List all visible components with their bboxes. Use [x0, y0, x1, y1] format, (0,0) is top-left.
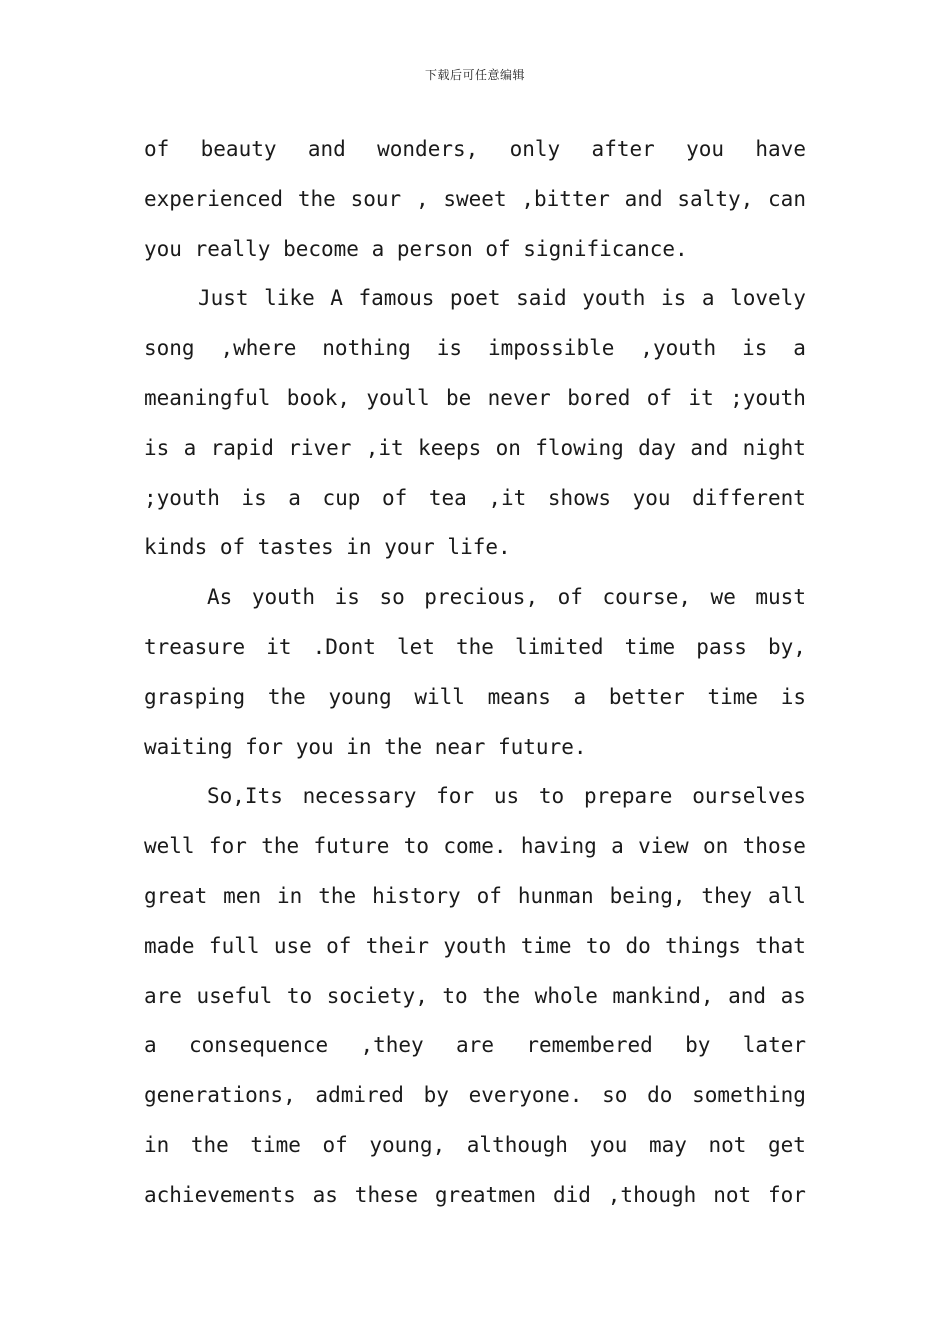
word: treasure: [144, 634, 246, 659]
word: admired: [315, 1083, 404, 1108]
word: ,where: [220, 336, 297, 361]
word: ,youth: [640, 336, 717, 361]
word: youth: [443, 933, 507, 958]
word: sweet: [443, 186, 507, 211]
word: ourselves: [692, 784, 806, 809]
word: men: [223, 883, 262, 908]
word: only: [509, 137, 561, 161]
text-line: [144, 175, 806, 225]
word: never: [487, 385, 551, 410]
word: time: [250, 1132, 301, 1157]
text-line: [144, 772, 806, 822]
word: whole: [534, 983, 598, 1008]
word: song: [144, 336, 195, 361]
text-line: [144, 424, 806, 474]
text-line: [144, 1071, 806, 1121]
word: must: [755, 585, 806, 610]
word: to: [585, 933, 612, 958]
word: is: [144, 435, 170, 460]
word: have: [755, 137, 806, 161]
word: those: [742, 834, 806, 859]
word: can: [768, 186, 806, 211]
word: for: [768, 1182, 806, 1207]
word: to: [403, 834, 429, 859]
word: on: [703, 834, 729, 859]
word: course,: [602, 585, 691, 610]
text-line: [144, 1021, 806, 1071]
word: is: [780, 684, 806, 709]
word: they: [701, 883, 752, 908]
word: bored: [567, 385, 631, 410]
word: history: [372, 883, 461, 908]
text-line: kinds of tastes in your life.: [144, 535, 511, 560]
word: their: [365, 933, 429, 958]
text-line: [144, 623, 806, 673]
word: is: [660, 286, 687, 311]
word: of: [382, 485, 408, 510]
word: and: [728, 983, 767, 1008]
word: a: [183, 435, 197, 460]
word: time: [707, 684, 759, 709]
word: things: [665, 933, 741, 958]
word: we: [710, 585, 736, 610]
text-line: [144, 274, 806, 324]
word: let: [396, 634, 435, 659]
word: precious,: [424, 585, 539, 610]
word: society,: [326, 983, 428, 1008]
word: pass: [696, 634, 747, 659]
word: of: [322, 1132, 348, 1157]
word: of: [646, 385, 673, 410]
word: is: [742, 336, 768, 361]
word: great: [144, 883, 208, 908]
word: beauty: [200, 137, 277, 161]
word: consequence: [189, 1033, 329, 1058]
word: to: [442, 983, 468, 1008]
word: do: [625, 933, 651, 958]
word: later: [742, 1033, 806, 1058]
word: to: [286, 983, 313, 1008]
word: by: [423, 1083, 449, 1108]
word: you: [632, 485, 671, 510]
word: ,though: [607, 1182, 697, 1207]
word: greatmen: [434, 1182, 537, 1207]
word: youth: [582, 286, 646, 311]
word: in: [144, 1132, 170, 1157]
text-line: [144, 573, 806, 623]
word: like: [264, 286, 315, 311]
word: may: [649, 1132, 687, 1157]
word: use: [273, 933, 312, 958]
page-header: 下载后可任意编辑: [424, 68, 525, 82]
word: did: [552, 1182, 591, 1207]
text-line: [144, 673, 806, 723]
word: cup: [322, 485, 361, 510]
word: of: [326, 933, 352, 958]
word: the: [482, 983, 521, 1008]
word: wonders,: [377, 137, 479, 161]
word: are: [144, 983, 182, 1008]
word: youll: [366, 385, 430, 410]
word: is: [436, 336, 463, 361]
word: As: [207, 585, 233, 610]
word: impossible: [487, 336, 615, 361]
word: and: [624, 186, 663, 211]
word: being,: [609, 883, 686, 908]
word: it: [266, 634, 292, 659]
word: ,bitter: [521, 186, 610, 211]
word: by,: [767, 634, 806, 659]
word: prepare: [583, 784, 673, 809]
word: view: [638, 834, 689, 859]
word: all: [767, 883, 806, 908]
word: the: [261, 834, 300, 859]
word: come.: [443, 834, 507, 859]
word: mankind,: [612, 983, 714, 1008]
word: and: [307, 137, 346, 161]
text-line: [144, 474, 806, 524]
word: keeps: [418, 435, 482, 460]
word: shows: [547, 485, 612, 510]
word: it: [688, 385, 714, 410]
word: having: [520, 834, 597, 859]
word: as: [312, 1182, 338, 1207]
word: after: [591, 137, 655, 161]
text-line: [144, 374, 806, 424]
text-line: [144, 1121, 806, 1171]
word: to: [538, 784, 565, 809]
word: that: [755, 933, 806, 958]
word: So,Its: [207, 784, 283, 809]
word: night: [742, 435, 806, 460]
word: is: [241, 485, 267, 510]
word: youth: [251, 585, 316, 610]
word: ;youth: [144, 485, 220, 510]
word: young,: [369, 1132, 446, 1157]
word: salty,: [677, 186, 754, 211]
word: better: [608, 684, 685, 709]
word: a: [144, 1033, 157, 1058]
word: ,it: [488, 485, 527, 510]
word: get: [768, 1132, 806, 1157]
text-line: [144, 872, 806, 922]
word: time: [520, 933, 572, 958]
word: for: [436, 784, 475, 809]
word: limited: [515, 634, 604, 659]
word: the: [318, 883, 357, 908]
word: you: [589, 1132, 628, 1157]
text-line: waiting for you in the near future.: [144, 734, 587, 759]
word: you: [686, 137, 725, 161]
word: tea: [428, 485, 467, 510]
word: different: [692, 485, 806, 510]
word: useful: [196, 983, 273, 1008]
word: means: [487, 684, 551, 709]
word: A: [330, 286, 343, 311]
word: day: [638, 435, 677, 460]
word: well: [144, 834, 195, 859]
text-line: [144, 324, 806, 374]
word: generations,: [144, 1083, 296, 1108]
word: will: [414, 684, 465, 709]
word: not: [713, 1182, 752, 1207]
word: do: [647, 1083, 673, 1108]
word: be: [445, 385, 472, 410]
word: is: [334, 585, 360, 610]
word: full: [208, 933, 260, 958]
word: ,: [415, 186, 429, 211]
word: a: [793, 336, 806, 361]
word: said: [516, 286, 567, 311]
word: sour: [350, 186, 402, 211]
word: made: [144, 933, 195, 958]
word: of: [144, 137, 170, 161]
word: these: [354, 1182, 419, 1207]
word: ,they: [360, 1033, 424, 1058]
word: everyone.: [468, 1083, 583, 1108]
word: the: [267, 684, 306, 709]
word: for: [208, 834, 247, 859]
word: lovely: [730, 286, 806, 311]
word: so: [602, 1083, 628, 1108]
document-body: [144, 125, 806, 1221]
text-line: [144, 922, 806, 972]
word: meaningful: [144, 385, 271, 410]
word: and: [690, 435, 729, 460]
word: of: [476, 883, 502, 908]
word: nothing: [322, 336, 411, 361]
word: book,: [286, 385, 351, 410]
word: a: [701, 286, 715, 311]
word: remembered: [526, 1033, 653, 1058]
word: flowing: [535, 435, 624, 460]
word: Just: [198, 286, 249, 311]
word: although: [466, 1132, 568, 1157]
word: achievements: [144, 1182, 296, 1207]
word: river: [288, 435, 352, 460]
word: so: [379, 585, 405, 610]
word: the: [297, 186, 336, 211]
word: something: [692, 1083, 806, 1108]
word: necessary: [302, 784, 417, 809]
word: hunman: [517, 883, 594, 908]
word: not: [708, 1132, 747, 1157]
text-line: [144, 822, 806, 872]
word: of: [557, 585, 583, 610]
word: the: [455, 634, 494, 659]
text-line: [144, 1171, 806, 1221]
word: ;youth: [730, 385, 806, 410]
word: famous: [358, 286, 435, 311]
word: in: [277, 883, 303, 908]
word: .Dont: [312, 634, 376, 659]
word: ,it: [365, 435, 404, 460]
word: poet: [449, 286, 501, 311]
word: by: [685, 1033, 711, 1058]
word: young: [328, 684, 392, 709]
word: grasping: [144, 684, 246, 709]
word: are: [456, 1033, 494, 1058]
word: experienced: [144, 186, 284, 211]
word: rapid: [210, 435, 274, 460]
word: a: [288, 485, 301, 510]
word: future: [313, 834, 390, 859]
word: on: [495, 435, 521, 460]
word: time: [624, 634, 676, 659]
text-line: [144, 972, 806, 1022]
text-line: [144, 125, 806, 175]
word: as: [780, 983, 806, 1008]
text-line: you really become a person of significance.: [144, 236, 688, 261]
word: a: [573, 684, 587, 709]
word: the: [190, 1132, 229, 1157]
word: us: [493, 784, 520, 809]
word: a: [611, 834, 624, 859]
